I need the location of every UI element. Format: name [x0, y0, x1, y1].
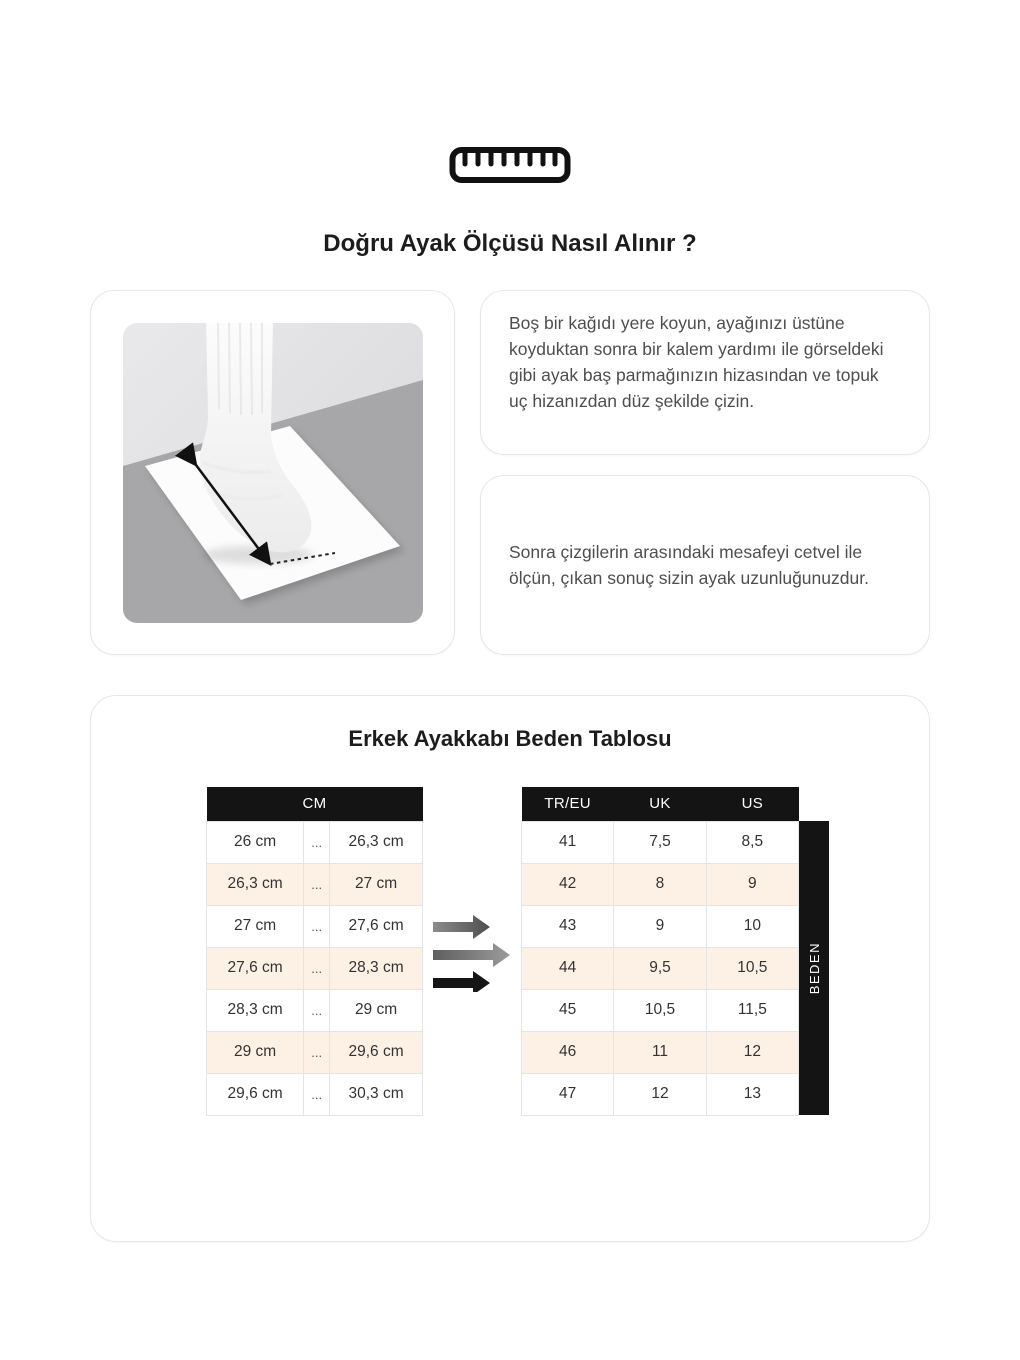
cm-table-row — [207, 989, 423, 1031]
cm-table-row-cell: 30,3 cm — [330, 1073, 423, 1115]
intl-table-row-cell: 10,5 — [706, 947, 798, 989]
intl-header-us: US — [706, 787, 798, 821]
cm-table-row — [207, 1031, 423, 1073]
intl-table-row — [522, 863, 799, 905]
measure-guide-header — [0, 0, 1020, 258]
intl-table-row-cell: 8,5 — [706, 821, 798, 863]
intl-table-row-cell: 11 — [614, 1031, 706, 1073]
cm-table-row — [207, 947, 423, 989]
cm-table-row — [207, 821, 423, 863]
instruction-step-1-card — [480, 290, 930, 455]
conversion-arrows-icon — [423, 914, 521, 992]
instruction-steps — [480, 290, 930, 655]
intl-header-uk: UK — [614, 787, 706, 821]
cm-table-row-cell: 26 cm — [207, 821, 304, 863]
intl-table-row — [522, 1031, 799, 1073]
cm-table-row-cell: 27,6 cm — [207, 947, 304, 989]
intl-table-row — [522, 1073, 799, 1115]
intl-table-row-cell: 13 — [706, 1073, 798, 1115]
cm-table-body — [207, 821, 423, 1115]
cm-table-row-cell: ... — [304, 905, 330, 947]
foot-measurement-photo-card — [90, 290, 455, 655]
intl-table-row-cell: 9 — [614, 905, 706, 947]
intl-table-row-cell: 10,5 — [614, 989, 706, 1031]
cm-table-row-cell: ... — [304, 821, 330, 863]
intl-table-row-cell: 8 — [614, 863, 706, 905]
beden-side-label — [799, 821, 829, 1115]
intl-table-row-cell: 47 — [522, 1073, 614, 1115]
cm-table-row-cell: ... — [304, 1031, 330, 1073]
intl-table-row-cell: 7,5 — [614, 821, 706, 863]
cm-table-row-cell: 26,3 cm — [207, 863, 304, 905]
cm-table-row-cell: 29 cm — [330, 989, 423, 1031]
cm-table-row-cell: 28,3 cm — [330, 947, 423, 989]
size-tables — [91, 787, 929, 1116]
ruler-icon — [449, 147, 571, 183]
cm-table-row-cell: 26,3 cm — [330, 821, 423, 863]
cm-table-row-cell: ... — [304, 863, 330, 905]
intl-table-row-cell: 45 — [522, 989, 614, 1031]
intl-header-tr-eu: TR/EU — [522, 787, 614, 821]
instruction-step-2-card — [480, 475, 930, 655]
intl-table-row-cell: 41 — [522, 821, 614, 863]
instruction-section — [90, 290, 930, 655]
intl-table-wrap — [521, 787, 829, 1116]
intl-table-row-cell: 12 — [614, 1073, 706, 1115]
intl-table-row — [522, 947, 799, 989]
cm-table-row — [207, 863, 423, 905]
instruction-step-1-text: Boş bir kağıdı yere koyun, ayağınızı üstüne koyduktan sonra bir kalem yardımı ile görseldeki gibi ayak baş parmağınızın hizasından ve topuk uç hizanızdan düz şekilde çizin. — [509, 313, 884, 411]
intl-table-row — [522, 989, 799, 1031]
cm-table-row — [207, 905, 423, 947]
intl-table-row-cell: 42 — [522, 863, 614, 905]
cm-table-row-cell: 27 cm — [330, 863, 423, 905]
cm-table-row-cell: ... — [304, 989, 330, 1031]
cm-table-row-cell: 29,6 cm — [330, 1031, 423, 1073]
cm-table-row-cell: 29 cm — [207, 1031, 304, 1073]
intl-table-row-cell: 44 — [522, 947, 614, 989]
cm-table-row — [207, 1073, 423, 1115]
intl-table-row-cell: 10 — [706, 905, 798, 947]
cm-table — [206, 787, 423, 1116]
intl-size-table — [521, 787, 799, 1116]
cm-table-header: CM — [207, 787, 423, 821]
cm-table-row-cell: 28,3 cm — [207, 989, 304, 1031]
size-table-card — [90, 695, 930, 1242]
cm-table-row-cell: 27 cm — [207, 905, 304, 947]
intl-table-row-cell: 9 — [706, 863, 798, 905]
cm-table-row-cell: ... — [304, 947, 330, 989]
cm-table-row-cell: 27,6 cm — [330, 905, 423, 947]
page-title: Doğru Ayak Ölçüsü Nasıl Alınır ? — [323, 230, 697, 257]
intl-table-row-cell: 11,5 — [706, 989, 798, 1031]
intl-table-body — [522, 821, 799, 1115]
cm-table-row-cell: 29,6 cm — [207, 1073, 304, 1115]
intl-table-row-cell: 9,5 — [614, 947, 706, 989]
intl-table-row — [522, 905, 799, 947]
beden-side-label-text: BEDEN — [806, 941, 822, 995]
intl-table-row-cell: 12 — [706, 1031, 798, 1073]
foot-measurement-photo — [123, 323, 423, 623]
intl-table-row — [522, 821, 799, 863]
instruction-step-2-text: Sonra çizgilerin arasındaki mesafeyi cetvel ile ölçün, çıkan sonuç sizin ayak uzunluğunuzdur. — [509, 542, 869, 588]
intl-table-row-cell: 46 — [522, 1031, 614, 1073]
intl-table-row-cell: 43 — [522, 905, 614, 947]
cm-table-row-cell: ... — [304, 1073, 330, 1115]
size-table-title: Erkek Ayakkabı Beden Tablosu — [348, 726, 672, 751]
